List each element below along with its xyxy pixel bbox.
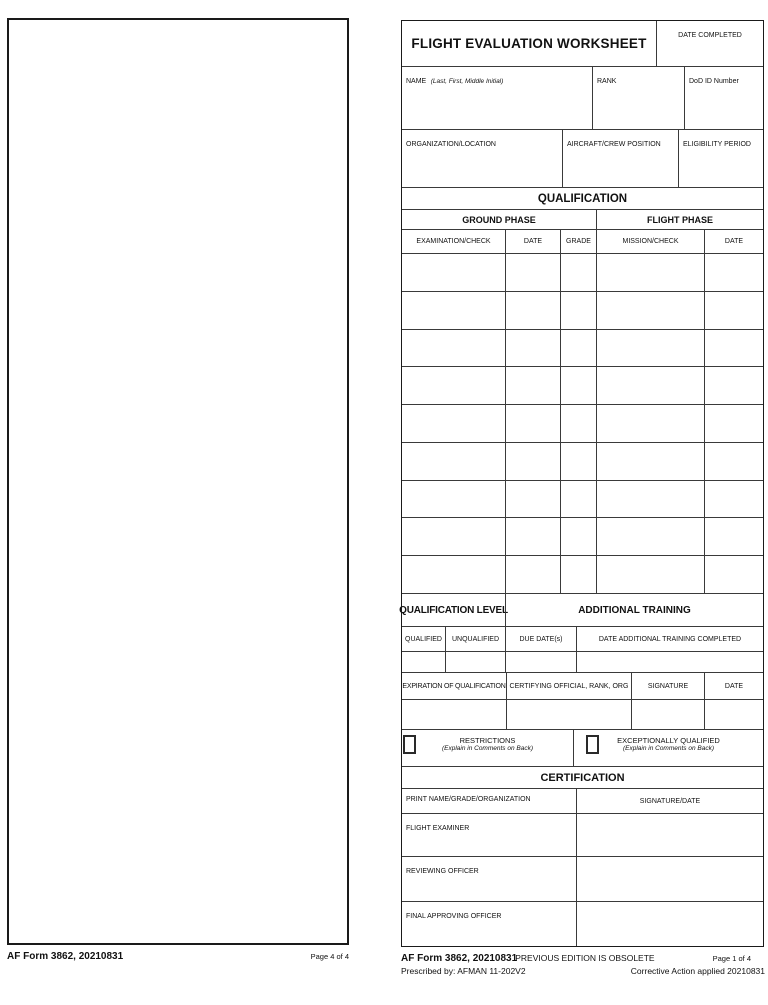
qual-cell-mission-check-r3[interactable] bbox=[596, 330, 704, 367]
qualification-table-row bbox=[402, 481, 763, 519]
qual-cell-date-flight-r4[interactable] bbox=[704, 367, 763, 404]
signature-label: SIGNATURE bbox=[631, 673, 704, 699]
qual-cell-examination-check-r7[interactable] bbox=[402, 481, 505, 518]
print-name-label: PRINT NAME/GRADE/ORGANIZATION bbox=[406, 796, 531, 803]
qual-cell-examination-check-r3[interactable] bbox=[402, 330, 505, 367]
page-number: Page 1 of 4 bbox=[712, 954, 751, 963]
qual-cell-grade-r8[interactable] bbox=[560, 518, 596, 555]
final-approving-officer-row bbox=[402, 901, 763, 946]
col-grade: GRADE bbox=[560, 230, 596, 253]
final-approving-officer-signature-field[interactable] bbox=[576, 902, 763, 946]
qual-cell-date-ground-r4[interactable] bbox=[505, 367, 560, 404]
qual-cell-date-ground-r6[interactable] bbox=[505, 443, 560, 480]
qual-cell-date-flight-r1[interactable] bbox=[704, 254, 763, 291]
expiration-field[interactable] bbox=[402, 700, 506, 729]
flight-evaluation-worksheet bbox=[401, 20, 764, 947]
phase-band bbox=[402, 209, 763, 229]
qualification-table-row bbox=[402, 556, 763, 593]
qual-cell-date-ground-r2[interactable] bbox=[505, 292, 560, 329]
title-row bbox=[402, 21, 763, 66]
name-hint: (Last, First, Middle Initial) bbox=[430, 78, 504, 85]
organization-field[interactable] bbox=[402, 130, 562, 187]
left-form-number: AF Form 3862, 20210831 bbox=[7, 951, 124, 962]
restrictions-cell bbox=[402, 730, 573, 766]
qual-cell-date-ground-r7[interactable] bbox=[505, 481, 560, 518]
unqualified-label: UNQUALIFIED bbox=[445, 627, 505, 651]
qual-cell-examination-check-r1[interactable] bbox=[402, 254, 505, 291]
qual-cell-mission-check-r7[interactable] bbox=[596, 481, 704, 518]
qualification-column-headers bbox=[402, 229, 763, 253]
qualified-field[interactable] bbox=[402, 652, 445, 672]
eligibility-label: ELIGIBILITY PERIOD bbox=[683, 141, 751, 148]
qual-cell-date-flight-r8[interactable] bbox=[704, 518, 763, 555]
left-page-number: Page 4 of 4 bbox=[310, 952, 349, 961]
right-page-footer bbox=[401, 952, 765, 978]
certification-band bbox=[402, 766, 763, 788]
col-date-ground: DATE bbox=[505, 230, 560, 253]
obsolete-notice: PREVIOUS EDITION IS OBSOLETE bbox=[515, 953, 655, 963]
qualification-table-row bbox=[402, 443, 763, 481]
aircraft-crew-field[interactable] bbox=[562, 130, 678, 187]
qual-level-entry-row bbox=[402, 651, 763, 672]
qual-cell-grade-r4[interactable] bbox=[560, 367, 596, 404]
signature-field[interactable] bbox=[631, 700, 704, 729]
qual-cell-grade-r9[interactable] bbox=[560, 556, 596, 593]
qual-cell-grade-r3[interactable] bbox=[560, 330, 596, 367]
qualification-table-row bbox=[402, 405, 763, 443]
date-completed-field[interactable] bbox=[656, 21, 763, 66]
qual-cell-grade-r2[interactable] bbox=[560, 292, 596, 329]
reviewing-officer-name-field[interactable]: REVIEWING OFFICER bbox=[406, 868, 479, 875]
form-number: AF Form 3862, 20210831 bbox=[401, 953, 518, 964]
qual-cell-mission-check-r8[interactable] bbox=[596, 518, 704, 555]
rank-label: RANK bbox=[597, 78, 617, 85]
flight-examiner-row bbox=[402, 813, 763, 856]
qualification-table-row bbox=[402, 254, 763, 292]
qualification-title: QUALIFICATION bbox=[537, 192, 628, 205]
flight-phase-header: FLIGHT PHASE bbox=[596, 210, 763, 229]
qual-cell-grade-r7[interactable] bbox=[560, 481, 596, 518]
flags-row bbox=[402, 729, 763, 766]
date-label: DATE bbox=[704, 673, 763, 699]
identity-row bbox=[402, 66, 763, 129]
qual-cell-date-ground-r3[interactable] bbox=[505, 330, 560, 367]
name-label: NAME bbox=[406, 78, 427, 85]
page-title: FLIGHT EVALUATION WORKSHEET bbox=[411, 36, 647, 51]
qual-cell-date-flight-r6[interactable] bbox=[704, 443, 763, 480]
organization-row bbox=[402, 129, 763, 187]
corrective-action: Corrective Action applied 20210831 bbox=[630, 966, 765, 976]
qual-cell-grade-r1[interactable] bbox=[560, 254, 596, 291]
qualification-table-row bbox=[402, 330, 763, 368]
qual-cell-mission-check-r6[interactable] bbox=[596, 443, 704, 480]
qual-cell-examination-check-r2[interactable] bbox=[402, 292, 505, 329]
certifying-official-label: CERTIFYING OFFICIAL, RANK, ORG bbox=[506, 673, 631, 699]
organization-label: ORGANIZATION/LOCATION bbox=[406, 141, 496, 148]
certification-headers bbox=[402, 788, 763, 813]
dod-id-label: DoD ID Number bbox=[689, 78, 739, 85]
blank-comments-page[interactable] bbox=[7, 18, 349, 945]
certifying-official-field[interactable] bbox=[506, 700, 631, 729]
qual-cell-date-flight-r2[interactable] bbox=[704, 292, 763, 329]
reviewing-officer-row bbox=[402, 856, 763, 901]
qual-cell-mission-check-r9[interactable] bbox=[596, 556, 704, 593]
qual-cell-mission-check-r1[interactable] bbox=[596, 254, 704, 291]
qual-cell-examination-check-r4[interactable] bbox=[402, 367, 505, 404]
col-date-flight: DATE bbox=[704, 230, 763, 253]
aircraft-crew-label: AIRCRAFT/CREW POSITION bbox=[567, 141, 661, 148]
qualification-table-body bbox=[402, 253, 763, 593]
expiration-label: EXPIRATION OF QUALIFICATION bbox=[402, 682, 506, 690]
left-page-footer bbox=[7, 951, 349, 962]
additional-training-header: ADDITIONAL TRAINING bbox=[505, 594, 763, 626]
date-completed-label: DATE COMPLETED bbox=[678, 32, 742, 39]
qualification-table-row bbox=[402, 292, 763, 330]
qualification-level-header: QUALIFICATION LEVEL bbox=[399, 604, 508, 616]
prescribed-by: Prescribed by: AFMAN 11-202V2 bbox=[401, 966, 526, 976]
qual-cell-date-flight-r5[interactable] bbox=[704, 405, 763, 442]
qual-cell-mission-check-r5[interactable] bbox=[596, 405, 704, 442]
col-examination-check: EXAMINATION/CHECK bbox=[416, 238, 491, 245]
flight-examiner-name-field[interactable]: FLIGHT EXAMINER bbox=[406, 825, 470, 832]
due-dates-field[interactable] bbox=[505, 652, 576, 672]
qual-level-band bbox=[399, 593, 763, 626]
qual-cell-mission-check-r2[interactable] bbox=[596, 292, 704, 329]
qualification-section-band bbox=[402, 187, 763, 209]
qual-cell-examination-check-r5[interactable] bbox=[402, 405, 505, 442]
qual-cell-examination-check-r9[interactable] bbox=[402, 556, 505, 593]
restrictions-text: RESTRICTIONS (Explain in Comments on Back) bbox=[441, 736, 534, 752]
exceptionally-qualified-cell bbox=[573, 730, 763, 766]
qualification-table-row bbox=[402, 367, 763, 405]
date-additional-training-field[interactable] bbox=[576, 652, 763, 672]
qual-cell-date-ground-r5[interactable] bbox=[505, 405, 560, 442]
qualification-table-row bbox=[402, 518, 763, 556]
qual-level-columns bbox=[402, 626, 763, 651]
flight-examiner-signature-field[interactable] bbox=[576, 814, 763, 856]
qual-cell-date-flight-r9[interactable] bbox=[704, 556, 763, 593]
qual-cell-examination-check-r8[interactable] bbox=[402, 518, 505, 555]
qualified-label: QUALIFIED bbox=[405, 635, 442, 643]
qual-cell-examination-check-r6[interactable] bbox=[402, 443, 505, 480]
expiration-columns bbox=[402, 672, 763, 699]
eligibility-field[interactable] bbox=[678, 130, 763, 187]
date-additional-training-label: DATE ADDITIONAL TRAINING COMPLETED bbox=[576, 627, 763, 651]
qual-cell-date-flight-r3[interactable] bbox=[704, 330, 763, 367]
ground-phase-header: GROUND PHASE bbox=[462, 214, 536, 225]
signature-date-label: SIGNATURE/DATE bbox=[576, 789, 763, 813]
qual-cell-date-ground-r1[interactable] bbox=[505, 254, 560, 291]
exceptionally-qualified-text: EXCEPTIONALLY QUALIFIED (Explain in Comments on Back) bbox=[617, 736, 720, 752]
qual-cell-date-ground-r9[interactable] bbox=[505, 556, 560, 593]
final-approving-officer-name-field[interactable]: FINAL APPROVING OFFICER bbox=[406, 913, 502, 920]
qual-cell-grade-r6[interactable] bbox=[560, 443, 596, 480]
expiration-entry-row bbox=[402, 699, 763, 729]
dod-id-field[interactable] bbox=[684, 67, 763, 129]
rank-field[interactable] bbox=[592, 67, 684, 129]
certification-title: CERTIFICATION bbox=[540, 771, 625, 784]
qual-cell-date-ground-r8[interactable] bbox=[505, 518, 560, 555]
due-dates-label: DUE DATE(s) bbox=[505, 627, 576, 651]
qual-cell-grade-r5[interactable] bbox=[560, 405, 596, 442]
qual-cell-mission-check-r4[interactable] bbox=[596, 367, 704, 404]
unqualified-field[interactable] bbox=[445, 652, 505, 672]
name-field[interactable] bbox=[402, 67, 592, 129]
col-mission-check: MISSION/CHECK bbox=[596, 230, 704, 253]
qual-cell-date-flight-r7[interactable] bbox=[704, 481, 763, 518]
date-field[interactable] bbox=[704, 700, 763, 729]
reviewing-officer-signature-field[interactable] bbox=[576, 857, 763, 901]
